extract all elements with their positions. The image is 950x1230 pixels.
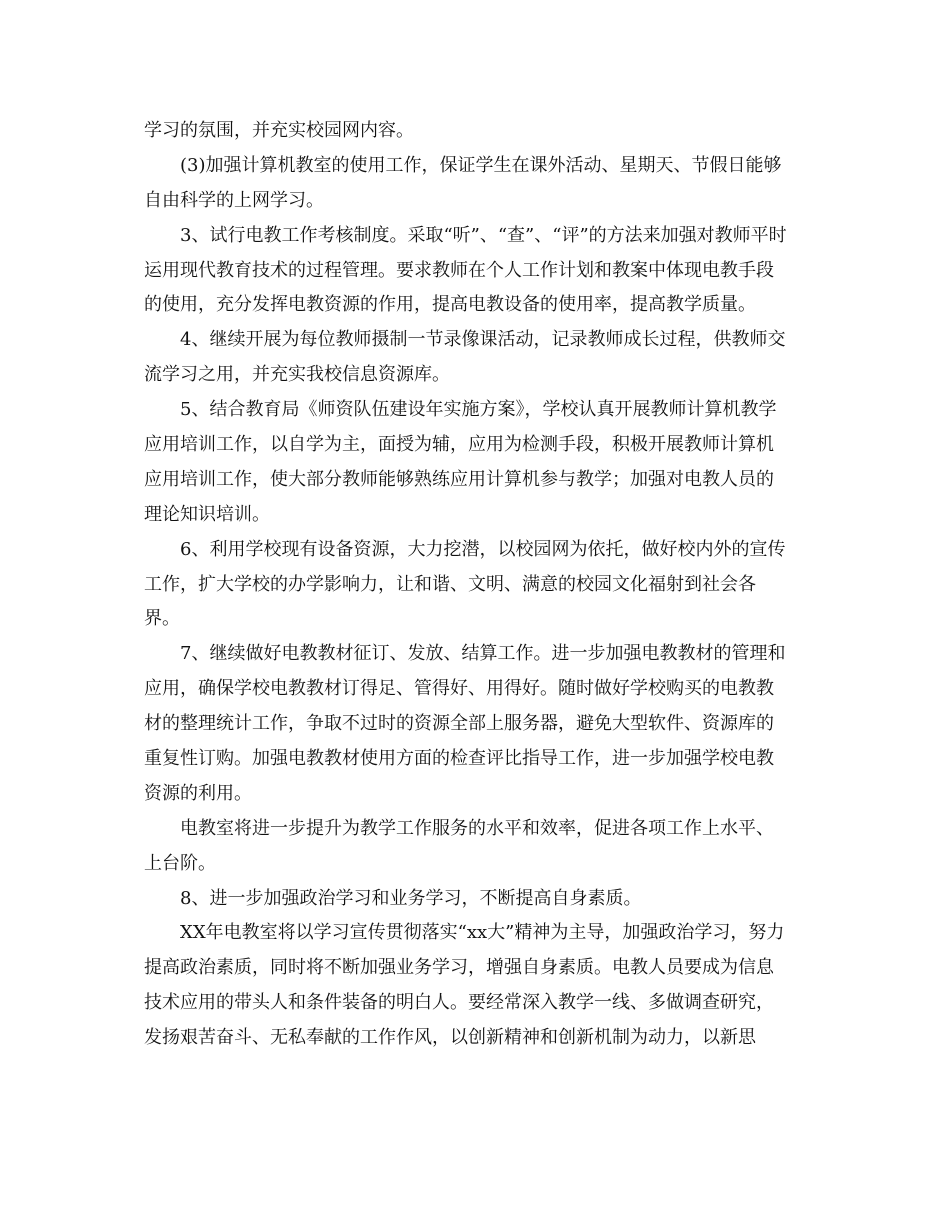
text-line: 上台阶。 [144,852,216,874]
text-line: 工作，扩大学校的办学影响力，让和谐、文明、满意的校园文化福射到社会各 [144,573,756,595]
text-line: 运用现代教育技术的过程管理。要求教师在个人工作计划和教案中体现电教手段 [144,259,774,281]
text-line: 理论知识培训。 [144,503,270,525]
text-line: 7、继续做好电教教材征订、发放、结算工作。进一步加强电教教材的管理和 [180,643,786,665]
text-line: 界。 [144,608,180,630]
text-line: 5、结合教育局《师资队伍建设年实施方案》，学校认真开展教师计算机教学 [180,399,777,421]
text-line: 8、进一步加强政治学习和业务学习，不断提高自身素质。 [180,887,642,909]
text-line: 材的整理统计工作，争取不过时的资源全部上服务器，避免大型软件、资源库的 [144,713,774,735]
text-line: 学习的氛围，并充实校园网内容。 [144,120,414,141]
text-line: 4、继续开展为每位教师摄制一节录像课活动，记录教师成长过程，供教师交 [180,329,786,351]
text-line: 应用培训工作，以自学为主，面授为辅，应用为检测手段，积极开展教师计算机 [144,434,774,456]
text-line: XX年电教室将以学习宣传贯彻落实“xx大”精神为主导，加强政治学习，努力 [180,922,785,944]
text-line: 自由科学的上网学习。 [144,189,324,211]
text-line: 技术应用的带头人和条件装备的明白人。要经常深入教学一线、多做调查研究， [144,992,774,1014]
text-line: 应用培训工作，使大部分教师能够熟练应用计算机参与教学；加强对电教人员的 [144,468,774,490]
text-line: 资源的利用。 [144,782,252,804]
text-line: 重复性订购。加强电教教材使用方面的检查评比指导工作，进一步加强学校电教 [144,748,774,770]
text-line: 电教室将进一步提升为教学工作服务的水平和效率，促进各项工作上水平、 [180,817,774,839]
text-line: 3、试行电教工作考核制度。采取“听”、“查”、“评”的方法来加强对教师平时 [180,224,787,246]
text-line: 流学习之用，并充实我校信息资源库。 [144,364,450,386]
document-body [144,114,808,1056]
text-line: 应用，确保学校电教教材订得足、管得好、用得好。随时做好学校购买的电教教 [144,678,774,700]
text-line: 提高政治素质，同时将不断加强业务学习，增强自身素质。电教人员要成为信息 [144,957,774,979]
text-line: 的使用，充分发挥电教资源的作用，提高电教设备的使用率，提高教学质量。 [144,294,756,316]
text-line: 6、利用学校现有设备资源，大力挖潜，以校园网为依托，做好校内外的宣传 [180,538,786,560]
text-line: 发扬艰苦奋斗、无私奉献的工作作风，以创新精神和创新机制为动力，以新思 [144,1027,756,1049]
text-line: (3)加强计算机教室的使用工作，保证学生在课外活动、星期天、节假日能够 [180,154,782,176]
